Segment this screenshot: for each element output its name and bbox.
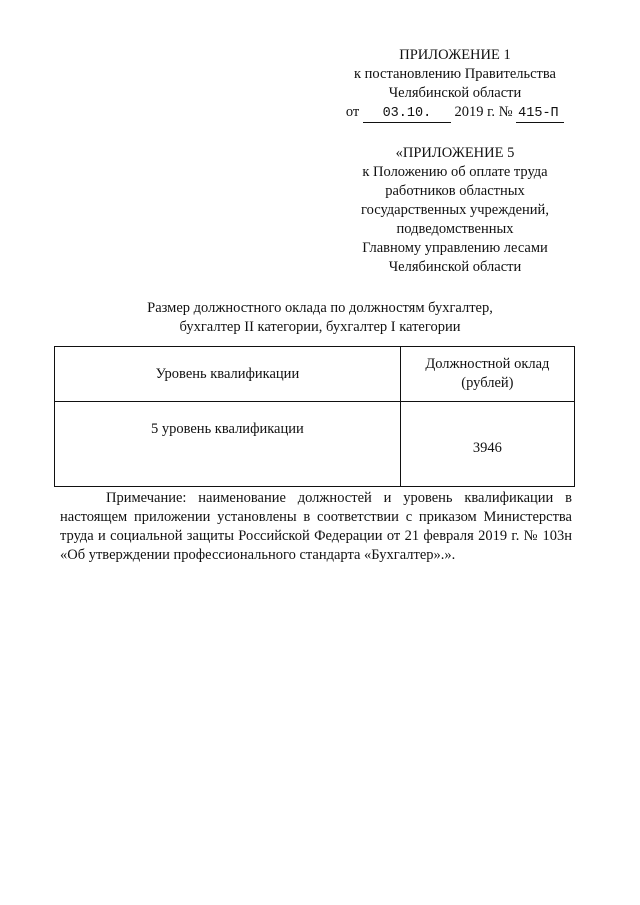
appendix-5-line: к Положению об оплате труда xyxy=(362,164,548,180)
number-field: 415-П xyxy=(516,106,564,123)
document-title-line-2: бухгалтер II категории, бухгалтер I категории xyxy=(179,319,461,335)
appendix-1-block xyxy=(320,46,590,123)
appendix-1-line-1: к постановлению Правительства xyxy=(354,66,556,82)
appendix-5-title: «ПРИЛОЖЕНИЕ 5 xyxy=(395,145,515,161)
header-salary-line-2: (рублей) xyxy=(461,375,514,391)
note-paragraph: Примечание: наименование должностей и уровень квалификации в настоящем приложении установлены в соответствии с приказом Министерства труда и социальной защиты Российской Федерации от 21 февраля 2019 г. № 103н «Об утверждении профессионального стандарта «Бухгалтер».». xyxy=(60,490,572,563)
appendix-1-date-line xyxy=(320,103,590,123)
appendix-5-line: Главному управлению лесами xyxy=(362,240,548,256)
salary-table xyxy=(54,346,575,487)
appendix-5-line: государственных учреждений, xyxy=(361,202,549,218)
from-label: от xyxy=(345,104,360,120)
document-title xyxy=(60,299,580,337)
appendix-5-line: подведомственных xyxy=(396,221,514,237)
appendix-5-block xyxy=(320,144,590,277)
year-text: 2019 г. xyxy=(454,104,496,120)
table-row xyxy=(55,402,575,487)
cell-salary: 3946 xyxy=(400,402,574,487)
appendix-5-line: работников областных xyxy=(385,183,525,199)
appendix-1-line-2: Челябинской области xyxy=(388,85,522,101)
table-header-row xyxy=(55,347,575,402)
appendix-5-line: Челябинской области xyxy=(388,259,522,275)
appendix-1-title: ПРИЛОЖЕНИЕ 1 xyxy=(399,47,511,63)
date-field: 03.10. xyxy=(363,106,451,123)
header-salary-line-1: Должностной оклад xyxy=(425,356,550,372)
number-sign: № xyxy=(498,104,513,120)
header-salary xyxy=(400,347,574,402)
header-qualification-level: Уровень квалификации xyxy=(55,347,401,402)
document-title-line-1: Размер должностного оклада по должностям бухгалтер, xyxy=(147,300,493,316)
cell-qualification-level: 5 уровень квалификации xyxy=(55,402,401,487)
